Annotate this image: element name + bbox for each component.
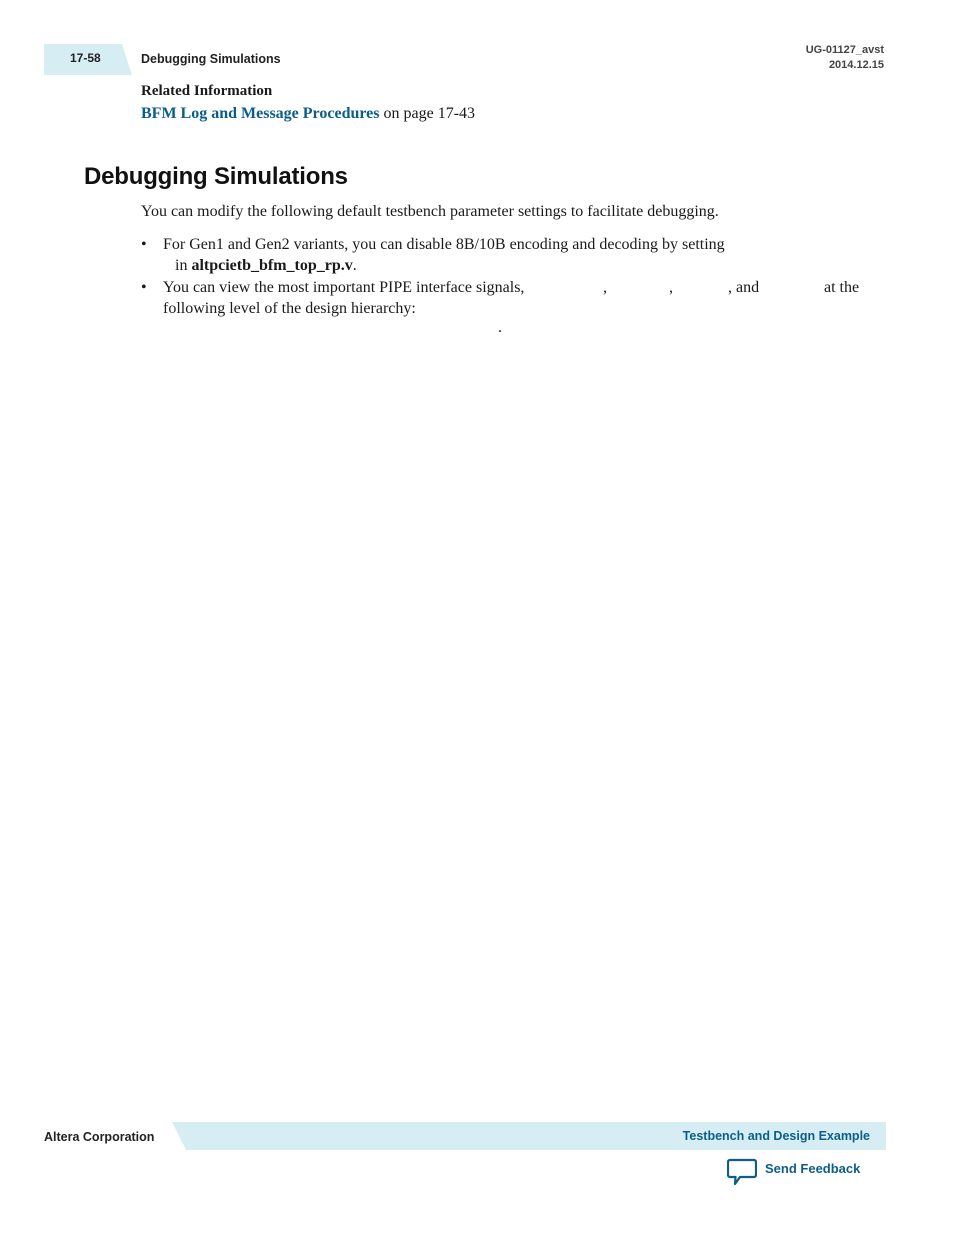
separator: , bbox=[669, 279, 673, 296]
text-suffix: . bbox=[352, 257, 357, 274]
related-info-heading: Related Information bbox=[141, 83, 273, 99]
bullet-marker: • bbox=[141, 236, 147, 253]
bullet-text: For Gen1 and Gen2 variants, you can disable 8B/10B encoding and decoding by setting bbox=[163, 236, 725, 253]
text-prefix: in bbox=[175, 257, 192, 274]
bullet-text-end: at the bbox=[824, 279, 860, 296]
related-info-entry bbox=[141, 105, 475, 123]
bullet-text-continued: following level of the design hierarchy: bbox=[163, 300, 416, 317]
separator: , bbox=[603, 279, 607, 296]
page-number: 17-58 bbox=[70, 51, 101, 65]
footer-chapter-title: Testbench and Design Example bbox=[682, 1129, 870, 1143]
document-meta bbox=[806, 43, 884, 73]
bfm-log-procedures-link[interactable]: BFM Log and Message Procedures bbox=[141, 105, 380, 122]
intro-paragraph: You can modify the following default testbench parameter settings to facilitate debugging. bbox=[141, 203, 719, 220]
trailing-period: . bbox=[498, 319, 502, 336]
section-title: Debugging Simulations bbox=[84, 163, 348, 190]
speech-bubble-icon bbox=[727, 1158, 757, 1191]
footer-company: Altera Corporation bbox=[44, 1130, 155, 1144]
separator: , and bbox=[728, 279, 760, 296]
file-name: altpcietb_bfm_top_rp.v bbox=[191, 257, 353, 274]
related-info-page-ref: on page 17-43 bbox=[379, 105, 476, 122]
running-title: Debugging Simulations bbox=[141, 52, 281, 66]
bullet-text: You can view the most important PIPE interface signals, bbox=[163, 279, 525, 296]
document-date: 2014.12.15 bbox=[828, 59, 884, 71]
bullet-text-continued bbox=[175, 255, 357, 276]
send-feedback-label[interactable]: Send Feedback bbox=[765, 1161, 861, 1176]
document-id: UG-01127_avst bbox=[805, 44, 884, 56]
bullet-marker: • bbox=[141, 279, 147, 296]
